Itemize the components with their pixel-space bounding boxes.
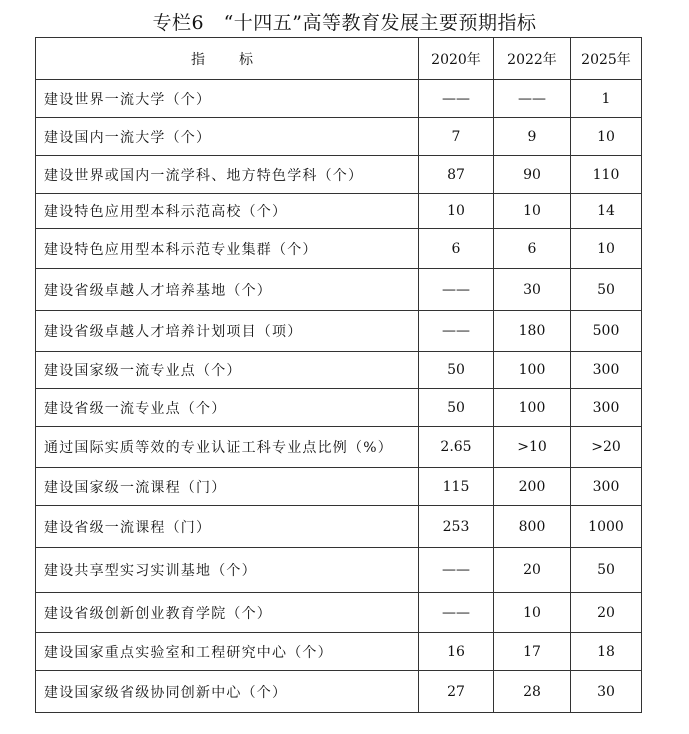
indicator-cell: 通过国际实质等效的专业认证工科专业点比例（%） [36,427,419,468]
value-cell: 10 [571,229,642,269]
value-cell: 28 [494,671,571,713]
value-cell: 27 [419,671,494,713]
table-row [36,352,642,389]
value-cell: 10 [494,593,571,633]
indicator-cell: 建设共享型实习实训基地（个） [36,548,419,593]
value-cell: 7 [419,118,494,156]
value-cell: 14 [571,194,642,229]
indicator-cell: 建设国家级省级协同创新中心（个） [36,671,419,713]
table-title: 专栏6 “十四五”高等教育发展主要预期指标 [152,12,537,34]
table-row [36,156,642,194]
value-cell: 18 [571,633,642,671]
value-cell: 2.65 [419,427,494,468]
table-row [36,269,642,311]
value-cell: 6 [419,229,494,269]
indicator-cell: 建设省级一流专业点（个） [36,389,419,427]
indicator-cell: 建设世界一流大学（个） [36,80,419,118]
value-cell: 10 [419,194,494,229]
indicator-cell: 建设省级一流课程（门） [36,506,419,548]
table-row [36,506,642,548]
value-cell: —— [419,593,494,633]
value-cell: 30 [571,671,642,713]
value-cell: 6 [494,229,571,269]
indicator-table [35,37,642,713]
value-cell: 100 [494,352,571,389]
value-cell: 10 [571,118,642,156]
indicator-cell: 建设特色应用型本科示范专业集群（个） [36,229,419,269]
indicator-cell: 建设省级创新创业教育学院（个） [36,593,419,633]
indicator-cell: 建设省级卓越人才培养计划项目（项） [36,311,419,352]
value-cell: >10 [494,427,571,468]
value-cell: 10 [494,194,571,229]
indicator-cell: 建设国家级一流专业点（个） [36,352,419,389]
value-cell: —— [419,311,494,352]
value-cell: 115 [419,468,494,506]
table-row [36,633,642,671]
value-cell: 300 [571,352,642,389]
indicator-cell: 建设特色应用型本科示范高校（个） [36,194,419,229]
value-cell: 100 [494,389,571,427]
value-cell: 50 [571,269,642,311]
header-row [36,38,642,80]
header-indicator: 指 标 [36,38,419,80]
table-row [36,311,642,352]
table-row [36,118,642,156]
table-row [36,194,642,229]
value-cell: 20 [571,593,642,633]
indicator-cell: 建设国家重点实验室和工程研究中心（个） [36,633,419,671]
header-2025: 2025年 [571,38,642,80]
value-cell: 300 [571,389,642,427]
value-cell: 253 [419,506,494,548]
table-row [36,593,642,633]
table-row [36,548,642,593]
value-cell: 300 [571,468,642,506]
header-2020: 2020年 [419,38,494,80]
value-cell: 50 [419,389,494,427]
value-cell: —— [419,269,494,311]
value-cell: 1 [571,80,642,118]
table-row [36,468,642,506]
value-cell: 90 [494,156,571,194]
value-cell: 110 [571,156,642,194]
header-2022: 2022年 [494,38,571,80]
value-cell: 500 [571,311,642,352]
table-row [36,671,642,713]
value-cell: 50 [419,352,494,389]
value-cell: 20 [494,548,571,593]
value-cell: 30 [494,269,571,311]
value-cell: >20 [571,427,642,468]
value-cell: 50 [571,548,642,593]
value-cell: 800 [494,506,571,548]
value-cell: 87 [419,156,494,194]
table-row [36,427,642,468]
value-cell: —— [419,80,494,118]
table-row [36,80,642,118]
value-cell: 9 [494,118,571,156]
table-row [36,229,642,269]
value-cell: —— [494,80,571,118]
indicator-cell: 建设省级卓越人才培养基地（个） [36,269,419,311]
value-cell: 180 [494,311,571,352]
value-cell: 1000 [571,506,642,548]
indicator-cell: 建设国家级一流课程（门） [36,468,419,506]
value-cell: 200 [494,468,571,506]
indicator-cell: 建设世界或国内一流学科、地方特色学科（个） [36,156,419,194]
value-cell: 16 [419,633,494,671]
indicator-cell: 建设国内一流大学（个） [36,118,419,156]
table-row [36,389,642,427]
value-cell: 17 [494,633,571,671]
value-cell: —— [419,548,494,593]
table-body [36,80,642,713]
